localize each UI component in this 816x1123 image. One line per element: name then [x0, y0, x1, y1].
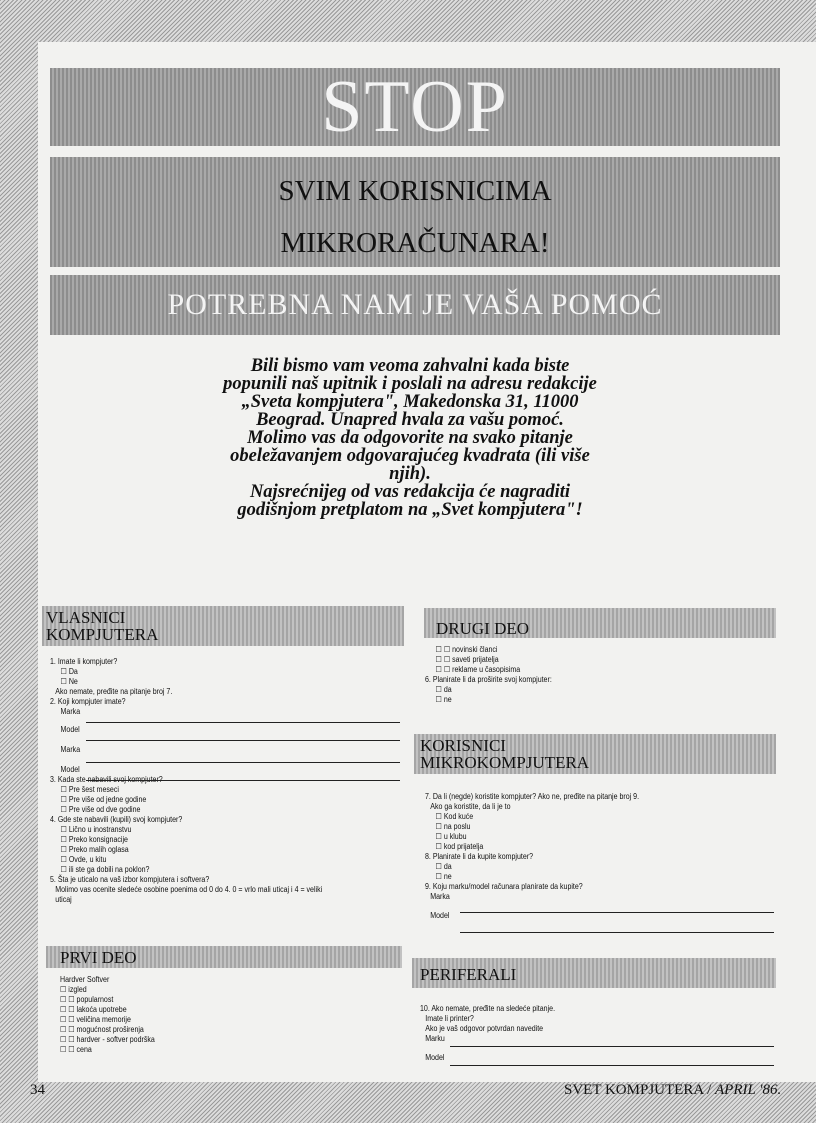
section-title: KOMPJUTERA — [46, 625, 159, 644]
answer-line[interactable] — [450, 1046, 774, 1047]
checkbox-option[interactable]: ☐ kod prijatelja — [435, 842, 484, 851]
question-text: 1. Imate li kompjuter? — [50, 657, 118, 666]
question-text: 6. Planirate li da proširite svoj kompjuter: — [425, 675, 552, 684]
questions-drugi-deo — [425, 645, 552, 705]
help-banner — [50, 275, 780, 335]
question-note: Ako ga koristite, da li je to — [430, 802, 511, 811]
section-prvi-deo — [46, 946, 402, 968]
column-headers: Hardver Softver — [60, 975, 110, 984]
checkbox-option[interactable]: ☐ ☐ hardver - softver podrška — [60, 1035, 155, 1044]
intro-line: godišnjom pretplatom na „Svet kompjutera"! — [237, 500, 583, 520]
checkbox-option[interactable]: ☐ ne — [435, 872, 452, 881]
question-note: Imate li printer? — [425, 1014, 474, 1023]
answer-line[interactable] — [86, 722, 400, 723]
intro-line: njih). — [389, 464, 431, 484]
question-text: 7. Da li (negde) koristite kompjuter? Ako ne, pređite na pitanje broj 9. — [425, 792, 640, 801]
answer-line[interactable] — [460, 912, 774, 913]
question-note: uticaj — [55, 895, 72, 904]
question-text: 10. Ako nemate, pređite na sledeće pitanje. — [420, 1004, 556, 1013]
field-label: Model — [430, 911, 450, 920]
running-footer — [564, 1082, 781, 1099]
checkbox-option[interactable]: ☐ izgled — [60, 985, 87, 994]
answer-line[interactable] — [460, 932, 774, 933]
checkbox-option[interactable]: ☐ Preko konsignacije — [60, 835, 128, 844]
intro-line: Beograd. Unapred hvala za vašu pomoć. — [256, 410, 564, 430]
question-text: 3. Kada ste nabavili svoj kompjuter? — [50, 775, 163, 784]
intro-text — [170, 357, 650, 519]
section-title: KORISNICI — [420, 736, 506, 755]
section-title: VLASNICI — [46, 608, 126, 627]
checkbox-option[interactable]: ☐ ☐ popularnost — [60, 995, 114, 1004]
checkbox-option[interactable]: ☐ Pre više od dve godine — [60, 805, 141, 814]
section-title: PRVI DEO — [60, 948, 137, 967]
checkbox-option[interactable]: ☐ Pre više od jedne godine — [60, 795, 147, 804]
help-title: POTREBNA NAM JE VAŠA POMOĆ — [167, 288, 663, 321]
field-label: Marka — [430, 892, 450, 901]
users-banner — [50, 157, 780, 267]
answer-line[interactable] — [86, 762, 400, 763]
answer-line[interactable] — [450, 1065, 774, 1066]
intro-line: Bili bismo vam veoma zahvalni kada biste — [250, 356, 570, 376]
users-title-line2: MIKRORAČUNARA! — [280, 227, 550, 259]
stop-title: STOP — [321, 66, 509, 148]
intro-line: Molimo vas da odgovorite na svako pitanje — [247, 428, 573, 448]
section-vlasnici — [42, 606, 404, 646]
checkbox-option[interactable]: ☐ Preko malih oglasa — [60, 845, 129, 854]
checkbox-option[interactable]: ☐ ili ste ga dobili na poklon? — [60, 865, 150, 874]
checkbox-option[interactable]: ☐ ☐ cena — [60, 1045, 92, 1054]
question-note: Ako je vaš odgovor potvrdan navedite — [425, 1024, 544, 1033]
checkbox-option[interactable]: ☐ ☐ reklame u časopisima — [435, 665, 521, 674]
field-label: Model — [60, 725, 80, 734]
question-text: 5. Šta je uticalo na vaš izbor kompjutera i softvera? — [50, 875, 210, 884]
checkbox-option[interactable]: ☐ Da — [60, 667, 78, 676]
page-number: 34 — [30, 1082, 45, 1098]
intro-line: „Sveta kompjutera", Makedonska 31, 11000 — [241, 392, 579, 412]
field-label: Model — [60, 765, 80, 774]
checkbox-option[interactable]: ☐ ☐ veličina memorije — [60, 1015, 131, 1024]
section-title: PERIFERALI — [420, 965, 517, 984]
checkbox-option[interactable]: ☐ ne — [435, 695, 452, 704]
question-text: 9. Koju marku/model računara planirate da kupite? — [425, 882, 583, 891]
checkbox-option[interactable]: ☐ ☐ mogućnost proširenja — [60, 1025, 144, 1034]
field-label: Marka — [60, 745, 81, 754]
checkbox-option[interactable]: ☐ Lično u inostranstvu — [60, 825, 132, 834]
section-periferali — [412, 958, 776, 988]
checkbox-option[interactable]: ☐ da — [435, 862, 452, 871]
field-label: Marka — [60, 707, 81, 716]
checkbox-option[interactable]: ☐ ☐ novinski članci — [435, 645, 498, 654]
section-title: DRUGI DEO — [436, 619, 530, 638]
question-note: Ako nemate, pređite na pitanje broj 7. — [55, 687, 173, 696]
intro-line: Najsrećnijeg od vas redakcija će nagraditi — [249, 482, 571, 502]
question-text: 4. Gde ste nabavili (kupili) svoj kompjuter? — [50, 815, 183, 824]
issue-date: APRIL '86. — [715, 1082, 782, 1098]
intro-line: obeležavanjem odgovarajućeg kvadrata (ili više — [230, 446, 590, 466]
checkbox-option[interactable]: ☐ ☐ lakoća upotrebe — [60, 1005, 127, 1014]
section-korisnici — [414, 734, 776, 774]
checkbox-option[interactable]: ☐ Ovde, u kitu — [60, 855, 107, 864]
checkbox-option[interactable]: ☐ Pre šest meseci — [60, 785, 119, 794]
questions-prvi-deo — [60, 975, 155, 1055]
question-note: Molimo vas ocenite sledeće osobine poenima od 0 do 4. 0 = vrlo mali uticaj i 4 = veliki — [55, 885, 323, 894]
questions-1-5 — [50, 657, 322, 905]
checkbox-option[interactable]: ☐ Kod kuće — [435, 812, 474, 821]
question-text: 2. Koji kompjuter imate? — [50, 697, 126, 706]
checkbox-option[interactable]: ☐ Ne — [60, 677, 78, 686]
stop-banner — [50, 68, 780, 146]
checkbox-option[interactable]: ☐ ☐ saveti prijatelja — [435, 655, 499, 664]
question-text: 8. Planirate li da kupite kompjuter? — [425, 852, 534, 861]
questions-7-9 — [425, 792, 639, 921]
field-label: Model — [425, 1053, 445, 1062]
checkbox-option[interactable]: ☐ na poslu — [435, 822, 471, 831]
question-10 — [420, 1004, 555, 1063]
checkbox-option[interactable]: ☐ u klubu — [435, 832, 467, 841]
field-label: Marku — [425, 1034, 445, 1043]
answer-line[interactable] — [86, 780, 400, 781]
answer-line[interactable] — [86, 740, 400, 741]
section-title: MIKROKOMPJUTERA — [420, 753, 590, 772]
section-drugi-deo — [424, 608, 776, 638]
intro-line: popunili naš upitnik i poslali na adresu redakcije — [223, 374, 597, 394]
checkbox-option[interactable]: ☐ da — [435, 685, 452, 694]
users-title-line1: SVIM KORISNICIMA — [278, 175, 552, 207]
magazine-name: SVET KOMPJUTERA / — [564, 1082, 715, 1098]
